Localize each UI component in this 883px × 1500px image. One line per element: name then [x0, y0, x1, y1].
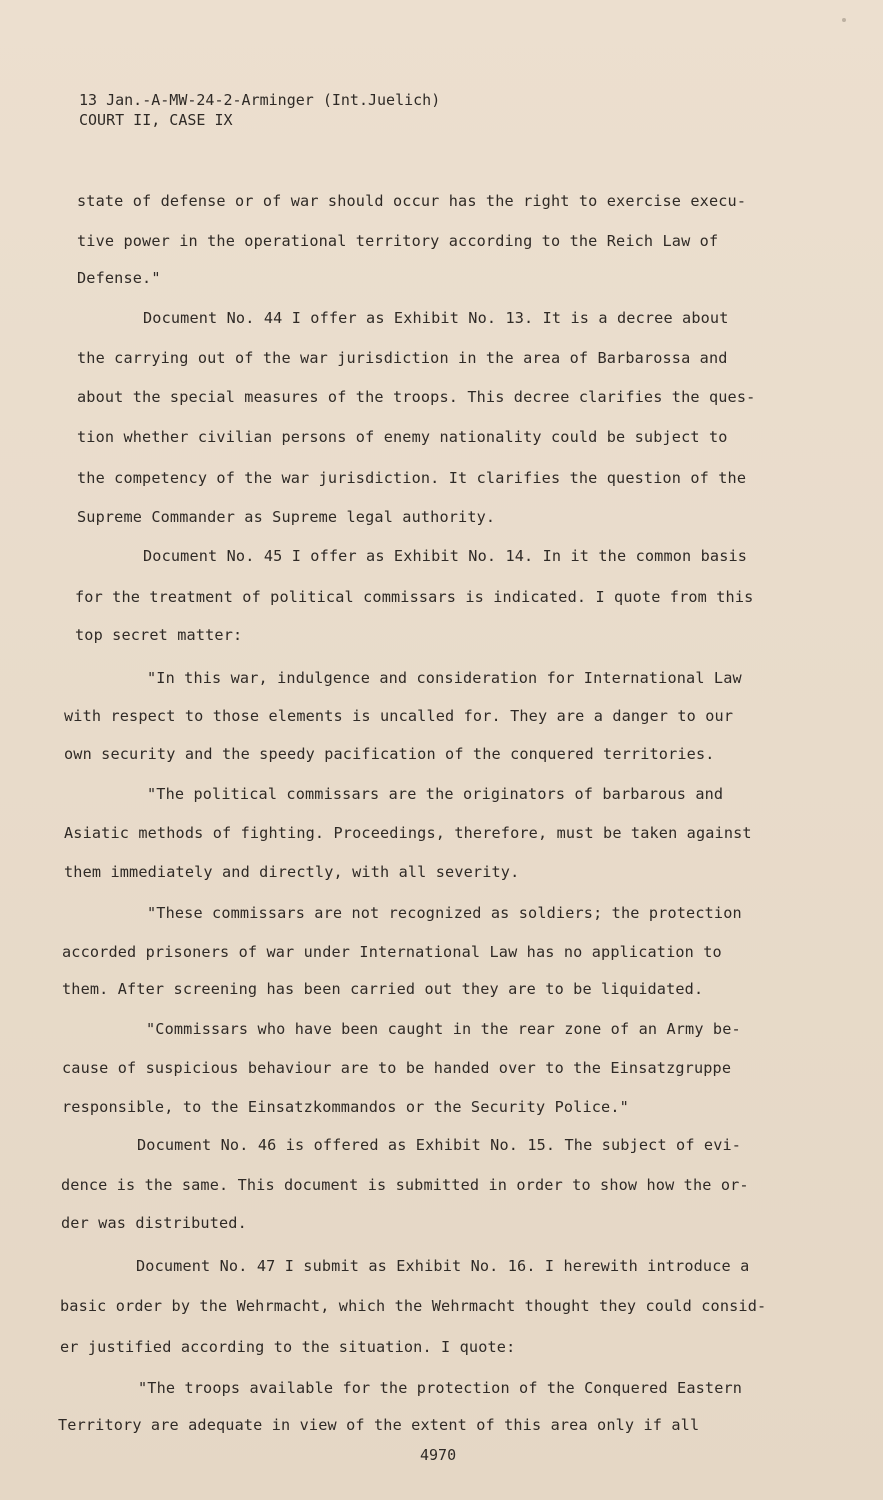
text-line: Document No. 44 I offer as Exhibit No. 13. It is a decree about	[143, 309, 729, 327]
text-line: Document No. 45 I offer as Exhibit No. 14. In it the common basis	[143, 547, 748, 565]
text-line: tion whether civilian persons of enemy nationality could be subject to	[77, 428, 728, 446]
text-line: Defense."	[77, 269, 161, 287]
text-line: the carrying out of the war jurisdiction in the area of Barbarossa and	[77, 349, 728, 367]
text-line: Document No. 46 is offered as Exhibit No. 15. The subject of evi-	[137, 1136, 742, 1154]
text-line: "Commissars who have been caught in the rear zone of an Army be-	[146, 1020, 741, 1038]
text-line: own security and the speedy pacification of the conquered territories.	[64, 745, 715, 763]
paper-blemish	[842, 18, 846, 22]
page-header	[79, 90, 440, 130]
text-line: cause of suspicious behaviour are to be handed over to the Einsatzgruppe	[62, 1059, 732, 1077]
header-reference-line: 13 Jan.-A-MW-24-2-Arminger (Int.Juelich)	[79, 91, 441, 109]
page-number: 4970	[420, 1446, 457, 1464]
text-line: Territory are adequate in view of the extent of this area only if all	[58, 1416, 700, 1434]
text-line: tive power in the operational territory according to the Reich Law of	[77, 232, 719, 250]
text-line: Asiatic methods of fighting. Proceedings, therefore, must be taken against	[64, 824, 752, 842]
text-line: "The troops available for the protection of the Conquered Eastern	[138, 1379, 743, 1397]
text-line: "These commissars are not recognized as soldiers; the protection	[147, 904, 742, 922]
text-line: with respect to those elements is uncalled for. They are a danger to our	[64, 707, 734, 725]
text-line: er justified according to the situation. I quote:	[60, 1338, 516, 1356]
text-line: der was distributed.	[61, 1214, 247, 1232]
text-line: basic order by the Wehrmacht, which the Wehrmacht thought they could consid-	[60, 1297, 767, 1315]
text-line: Supreme Commander as Supreme legal authority.	[77, 508, 496, 526]
text-line: Document No. 47 I submit as Exhibit No. 16. I herewith introduce a	[136, 1257, 750, 1275]
text-line: dence is the same. This document is submitted in order to show how the or-	[61, 1176, 749, 1194]
text-line: the competency of the war jurisdiction. It clarifies the question of the	[77, 469, 747, 487]
text-line: top secret matter:	[75, 626, 243, 644]
text-line: state of defense or of war should occur has the right to exercise execu-	[77, 192, 747, 210]
text-line: "The political commissars are the originators of barbarous and	[147, 785, 724, 803]
text-line: for the treatment of political commissars is indicated. I quote from this	[75, 588, 754, 606]
text-line: them immediately and directly, with all severity.	[64, 863, 520, 881]
header-court-line: COURT II, CASE IX	[79, 111, 233, 129]
text-line: "In this war, indulgence and consideration for International Law	[147, 669, 742, 687]
text-line: responsible, to the Einsatzkommandos or the Security Police."	[62, 1098, 629, 1116]
text-line: them. After screening has been carried out they are to be liquidated.	[62, 980, 704, 998]
text-line: accorded prisoners of war under International Law has no application to	[62, 943, 722, 961]
text-line: about the special measures of the troops. This decree clarifies the ques-	[77, 388, 756, 406]
